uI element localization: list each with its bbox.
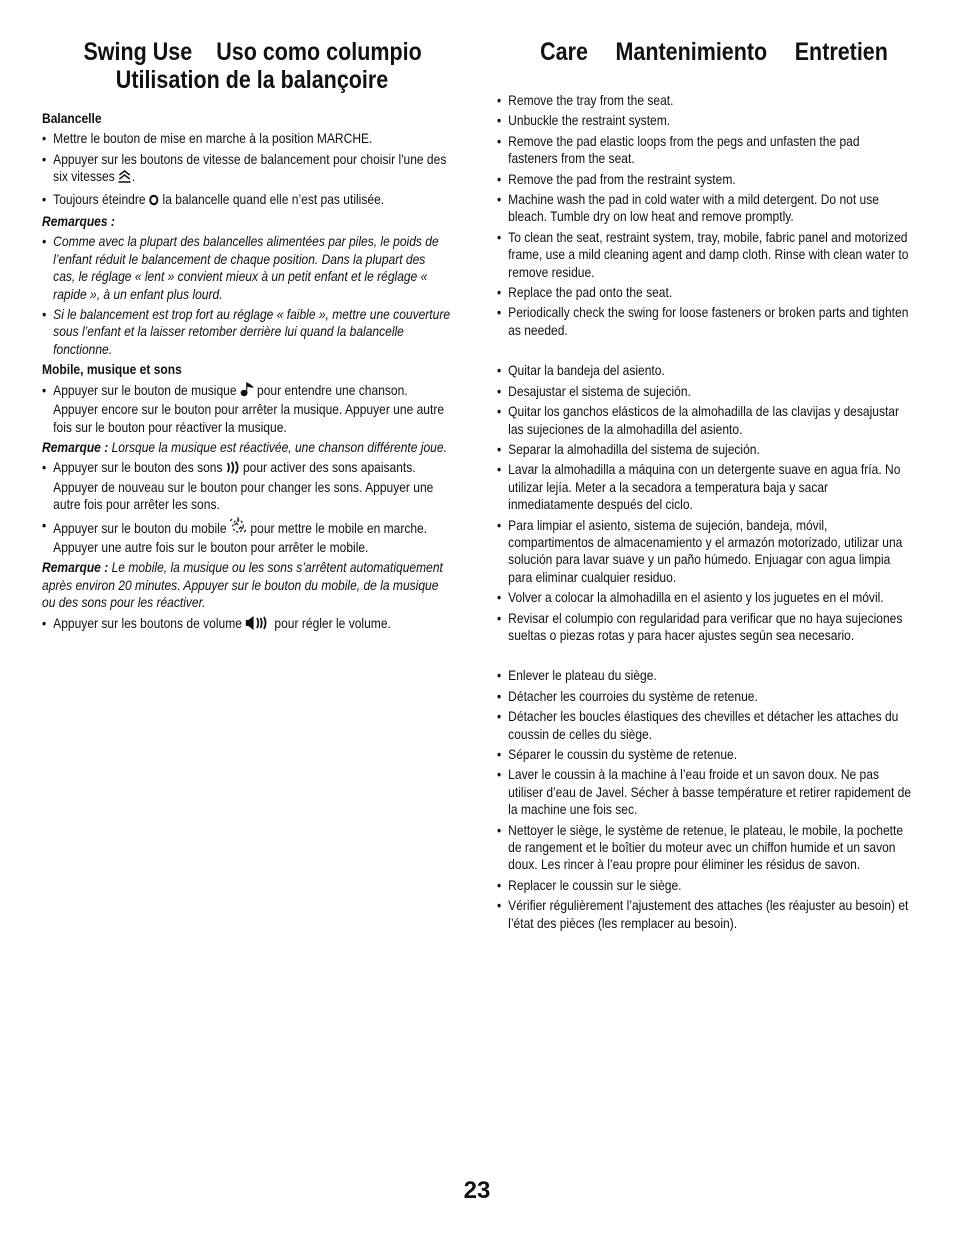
- list-item: • Laver le coussin à la machine à l’eau froide et un savon doux. Ne pas utiliser d’eau de Javel. Sécher à basse température et retirer rapidement de la machine une fois sec.: [497, 766, 912, 818]
- list-item: • Quitar los ganchos elásticos de la almohadilla de las clavijas y desajustar las sujeciones de la almohadilla del asiento.: [497, 403, 912, 438]
- heading-entretien: Entretien: [794, 38, 888, 66]
- list-item: • Appuyer sur le bouton du mobile pour mettre le mobile en marche. Appuyer une autre fois sur le bouton pour arrêter le mobile.: [42, 517, 451, 557]
- list-item: • Si le balancement est trop fort au réglage « faible », mettre une couverture sous l’enfant et la laisser retomber derrière lui quand la balancelle fonctionne.: [42, 306, 451, 358]
- balancelle-list: [42, 130, 451, 210]
- right-heading: [497, 38, 917, 66]
- mobile-list-2: [42, 459, 451, 556]
- heading-swing-use: Swing Use: [83, 38, 193, 66]
- music-icon: [240, 382, 254, 401]
- list-item: • Détacher les courroies du système de retenue.: [497, 688, 912, 705]
- list-item: • Appuyer sur le bouton de musique pour entendre une chanson. Appuyer encore sur le bouton pour arrêter la musique. Appuyer une autre fois sur le bouton pour réactiver la musique.: [42, 382, 451, 436]
- heading-utilisation: Utilisation de la balançoire: [115, 66, 389, 94]
- mobile-title: Mobile, musique et sons: [42, 361, 182, 378]
- sounds-icon: [226, 461, 240, 478]
- mobile-list-1: [42, 382, 451, 436]
- page-number: 23: [463, 1177, 491, 1204]
- list-item: • Séparer le coussin du système de retenue.: [497, 746, 912, 763]
- list-item: • Quitar la bandeja del asiento.: [497, 362, 912, 379]
- list-item: • Appuyer sur les boutons de vitesse de balancement pour choisir l'une des six vitesses .: [42, 151, 451, 188]
- list-item: • Enlever le plateau du siège.: [497, 667, 912, 684]
- remarque-mobile: Remarque : Le mobile, la musique ou les sons s’arrêtent automatiquement après environ 20 minutes. Appuyer sur le bouton du mobile, de la musique ou des sons pour les réactiver.: [42, 559, 443, 611]
- list-item: • Nettoyer le siège, le système de retenue, le plateau, le mobile, la pochette de rangement et le boîtier du moteur avec un chiffon humide et un savon doux. Les rincer à l’eau propre pour éliminer les résidus de savon.: [497, 822, 912, 874]
- care-list-french: [497, 667, 912, 932]
- list-item: • Machine wash the pad in cold water with a mild detergent. Do not use bleach. Tumble dry on low heat and remove promptly.: [497, 191, 912, 226]
- list-item: • Replace the pad onto the seat.: [497, 284, 912, 301]
- list-item: • Toujours éteindre la balancelle quand elle n’est pas utilisée.: [42, 191, 451, 210]
- list-item: • Periodically check the swing for loose fasteners or broken parts and tighten as needed.: [497, 304, 912, 339]
- left-body: [42, 110, 451, 637]
- list-item: • Remove the pad elastic loops from the pegs and unfasten the pad fasteners from the seat.: [497, 133, 912, 168]
- heading-uso-columpio: Uso como columpio: [216, 38, 422, 66]
- list-item: • Vérifier régulièrement l’ajustement des attaches (les réajuster au besoin) et l’état des pièces (les remplacer au besoin).: [497, 897, 912, 932]
- list-item: • Détacher les boucles élastiques des chevilles et détacher les attaches du coussin de celles du siège.: [497, 708, 912, 743]
- heading-mantenimiento: Mantenimiento: [615, 38, 768, 66]
- list-item: • Comme avec la plupart des balancelles alimentées par piles, le poids de l’enfant réduit le balancement de chaque position. Dans la plupart des cas, le réglage « lent » convient mieux à un petit enfant et le réglage « rapide », à un enfant plus lourd.: [42, 233, 451, 303]
- power-icon: [149, 193, 159, 210]
- remarques-list: [42, 233, 451, 358]
- list-item: • To clean the seat, restraint system, tray, mobile, fabric panel and motorized frame, use a mild cleaning agent and damp cloth. Rinse with clean water to remove residue.: [497, 229, 912, 281]
- remarques-title: Remarques :: [42, 213, 115, 230]
- list-item: • Lavar la almohadilla a máquina con un detergente suave en agua fría. No utilizar lejía. Meter a la secadora a temperatura baja y sacar inmediatamente después del ciclo.: [497, 461, 912, 513]
- list-item: • Appuyer sur les boutons de volume pour régler le volume.: [42, 615, 451, 634]
- balancelle-title: Balancelle: [42, 110, 102, 126]
- list-item: • Remove the tray from the seat.: [497, 92, 912, 109]
- list-item: • Unbuckle the restraint system.: [497, 112, 912, 129]
- heading-care: Care: [540, 38, 588, 66]
- mobile-icon: [230, 517, 247, 539]
- list-item: • Mettre le bouton de mise en marche à la position MARCHE.: [42, 130, 451, 147]
- list-item: • Desajustar el sistema de sujeción.: [497, 383, 912, 400]
- remarque-music: Remarque : Lorsque la musique est réactivée, une chanson différente joue.: [42, 438, 447, 455]
- right-body: [497, 92, 912, 935]
- care-list-spanish: [497, 362, 912, 644]
- care-list-english: [497, 92, 912, 339]
- list-item: • Separar la almohadilla del sistema de sujeción.: [497, 441, 912, 458]
- left-heading: [42, 38, 462, 94]
- list-item: • Replacer le coussin sur le siège.: [497, 877, 912, 894]
- list-item: • Volver a colocar la almohadilla en el asiento y los juguetes en el móvil.: [497, 589, 912, 606]
- mobile-list-3: [42, 615, 451, 634]
- list-item: • Appuyer sur le bouton des sons pour activer des sons apaisants. Appuyer de nouveau sur le bouton pour changer les sons. Appuyer une autre fois pour arrêter les sons.: [42, 459, 451, 513]
- speed-icon: [118, 170, 132, 187]
- list-item: • Revisar el columpio con regularidad para verificar que no haya sujeciones sueltas o piezas rotas y para hacer ajustes según sea necesario.: [497, 610, 912, 645]
- volume-icon: [245, 616, 271, 634]
- list-item: • Remove the pad from the restraint system.: [497, 171, 912, 188]
- list-item: • Para limpiar el asiento, sistema de sujeción, bandeja, móvil, compartimentos de almacenamiento y el armazón motorizado, utilizar una solución para lavar suave y un paño húmedo. Enjuagar con agua limpia para eliminar cualquier residuo.: [497, 517, 912, 587]
